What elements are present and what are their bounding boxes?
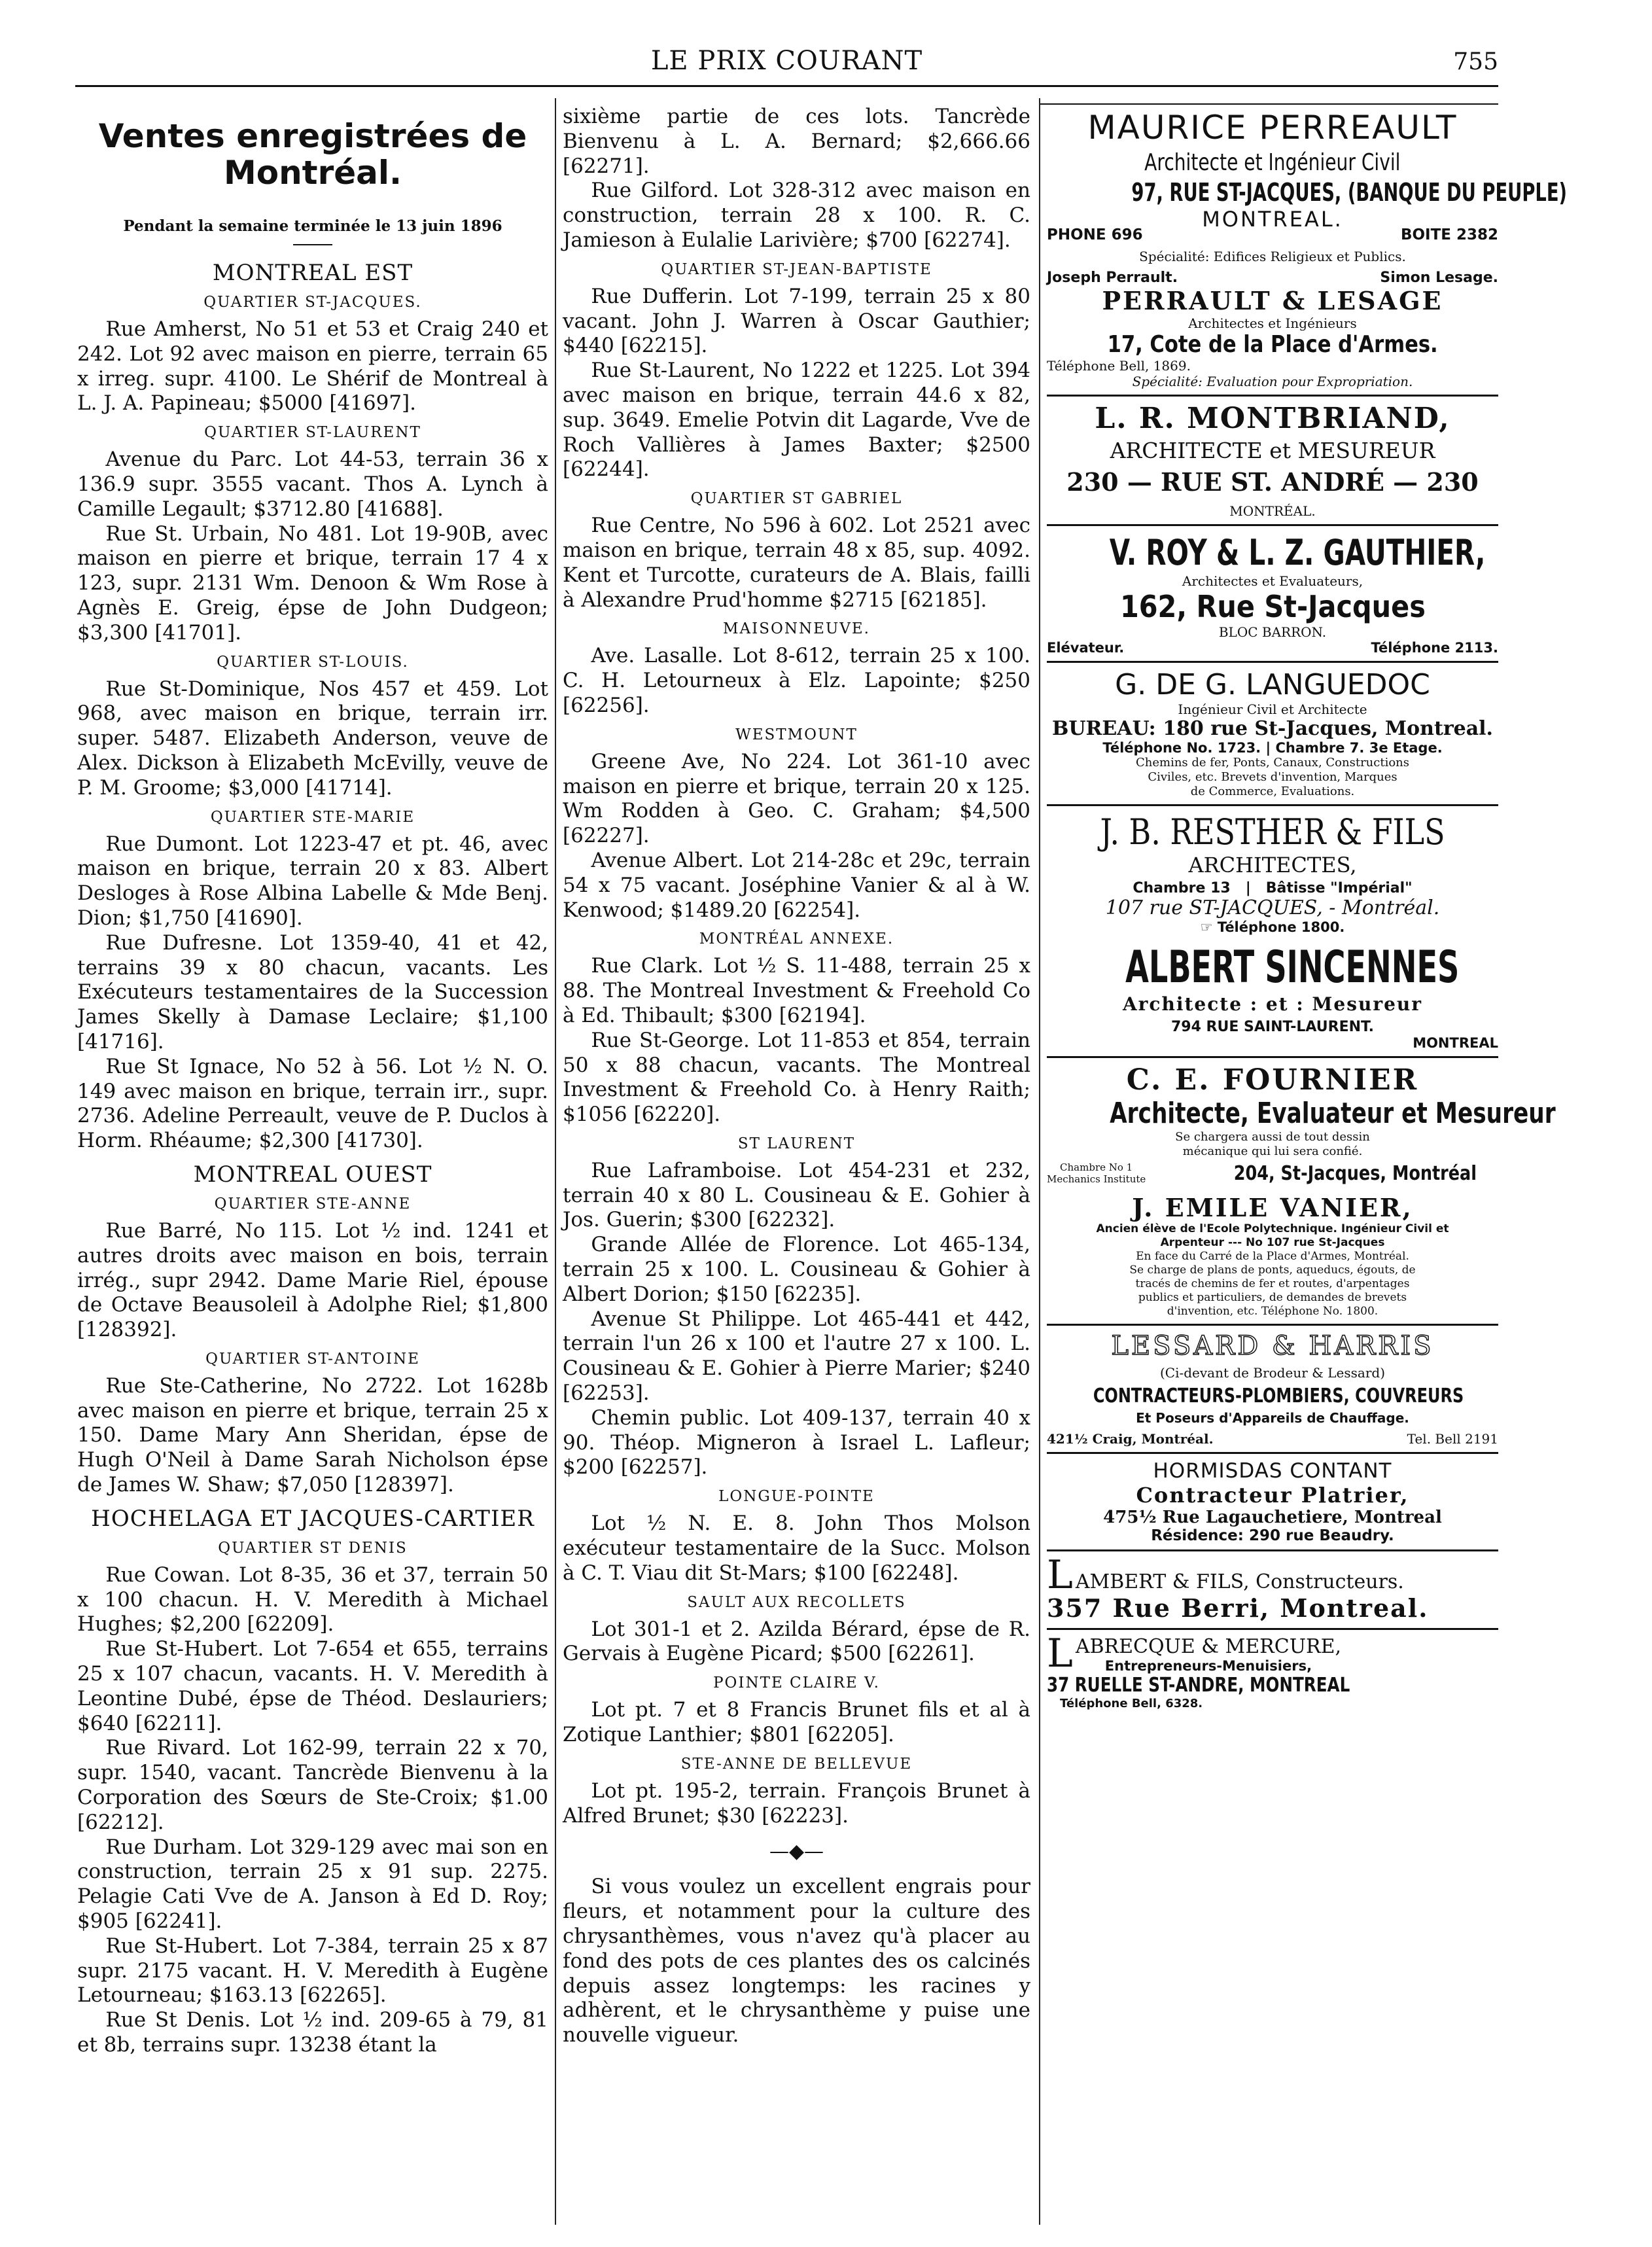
advert-text: Se chargera aussi de tout dessin bbox=[1175, 1130, 1370, 1144]
quartier-heading: QUARTIER ST GABRIEL bbox=[690, 490, 903, 508]
section-title: Ventes enregistrées de Montréal. bbox=[98, 117, 527, 192]
quartier-heading: SAULT AUX RECOLLETS bbox=[687, 1593, 906, 1611]
advert-name: C. E. FOURNIER bbox=[1126, 1063, 1419, 1097]
advert-address: 97, RUE ST-JACQUES, (BANQUE DU PEUPLE) bbox=[1131, 178, 1568, 207]
advert-role: Architecte, Evaluateur et Mesureur bbox=[1110, 1097, 1556, 1130]
advert-phone: PHONE 696 bbox=[1047, 226, 1143, 243]
advert-address: 421½ Craig, Montréal. bbox=[1047, 1431, 1214, 1447]
ornament-divider: —◆— bbox=[769, 1840, 824, 1864]
district-heading: MONTREAL EST bbox=[212, 260, 413, 286]
quartier-heading: QUARTIER ST-ANTOINE bbox=[205, 1350, 420, 1368]
advert-role: Architecte et Ingénieur Civil bbox=[1144, 149, 1401, 176]
sales-list bbox=[77, 260, 548, 2058]
advert-text: Civiles, etc. Brevets d'invention, Marques bbox=[1148, 770, 1397, 784]
advert-specialty: Spécialité: Edifices Religieux et Publics. bbox=[1139, 249, 1406, 264]
sale-entry: Rue Centre, No 596 à 602. Lot 2521 avec maison en brique, terrain 48 x 85, sup. 4092. Kent et Turcotte, curateurs de A. Blais, failli à Alexandre Prud'homme $2715 [62185]. bbox=[563, 514, 1030, 612]
advert-separator bbox=[1047, 524, 1498, 526]
sale-entry: Si vous voulez un excellent engrais pour fleurs, et notamment pour la culture des chrysanthèmes, vous n'avez qu'à placer au fond des pots de ces plantes des os calcinés depuis assez longtemps: les racines y adhèrent, et le chrysanthème y puise une nouvelle vigueur. bbox=[563, 1875, 1030, 2047]
sale-entry: Rue Dufresne. Lot 1359-40, 41 et 42, terrains 39 x 80 chacun, vacants. Les Exécuteurs testamentaires de la Succession James Skelly à Damase Leclaire; $1,100 [41716]. bbox=[77, 930, 548, 1053]
running-header bbox=[75, 41, 1498, 79]
advert-name: HORMISDAS CONTANT bbox=[1153, 1459, 1392, 1483]
district-heading: HOCHELAGA ET JACQUES-CARTIER bbox=[91, 1505, 535, 1532]
advert-separator bbox=[1047, 661, 1498, 663]
quartier-heading: QUARTIER STE-MARIE bbox=[210, 808, 415, 826]
advert-roy-gauthier bbox=[1047, 531, 1498, 656]
advert-languedoc bbox=[1047, 668, 1498, 799]
sale-entry: Rue Clark. Lot ½ S. 11-488, terrain 25 x 88. The Montreal Investment & Freehold Co à Ed. Thibault; $300 [62194]. bbox=[563, 954, 1030, 1027]
advert-name: G. DE G. LANGUEDOC bbox=[1115, 668, 1430, 701]
advert-name: ALBERT SINCENNES bbox=[1125, 942, 1460, 993]
sale-entry: Rue Laframboise. Lot 454-231 et 232, terrain 40 x 80 L. Cousineau & E. Gohier à Jos. Guerin; $300 [62232]. bbox=[563, 1158, 1030, 1232]
sale-entry: Rue Durham. Lot 329-129 avec mai son en construction, terrain 25 x 91 sup. 2275. Pelagie Cati Vve de A. Janson à Ed D. Roy; $905 [62241]. bbox=[77, 1835, 548, 1934]
column-divider bbox=[555, 98, 556, 2225]
quartier-heading: MAISONNEUVE. bbox=[723, 620, 870, 638]
sale-entry: Lot pt. 195-2, terrain. François Brunet à Alfred Brunet; $30 [62223]. bbox=[563, 1778, 1030, 1828]
advert-separator bbox=[1047, 804, 1498, 806]
advert-text: mécanique qui lui sera confié. bbox=[1182, 1144, 1363, 1158]
separator bbox=[293, 244, 332, 245]
advert-role: Ingénieur Civil et Architecte bbox=[1178, 701, 1367, 717]
sale-entry: Rue Amherst, No 51 et 53 et Craig 240 et 242. Lot 92 avec maison en pierre, terrain 65 x irreg. supr. 4100. Le Shérif de Montreal à L. J. A. Papineau; $5000 [41697]. bbox=[77, 317, 548, 416]
advert-text: Se charge de plans de ponts, aqueducs, égouts, de bbox=[1129, 1264, 1416, 1277]
advert-role: ARCHITECTE et MESUREUR bbox=[1110, 438, 1435, 463]
advert-role: Contracteur Platrier, bbox=[1136, 1483, 1409, 1508]
advertisements-column bbox=[1047, 105, 1568, 2225]
sale-entry: Rue Rivard. Lot 162-99, terrain 22 x 70, supr. 1540, vacant. Tancrède Bienvenu à la Corporation des Sœurs de Ste-Croix; $1.00 [62212]. bbox=[77, 1736, 548, 1834]
quartier-heading: WESTMOUNT bbox=[735, 726, 858, 743]
advert-perrault-lesage bbox=[1047, 270, 1498, 389]
advert-text: publics et particuliers, de demandes de brevets bbox=[1138, 1291, 1407, 1304]
advert-building: Bâtisse "Impérial" bbox=[1265, 880, 1413, 896]
advert-phone: Tel. Bell 2191 bbox=[1407, 1431, 1498, 1447]
advert-residence: Résidence: 290 rue Beaudry. bbox=[1151, 1527, 1394, 1544]
advert-lessard-harris bbox=[1047, 1331, 1498, 1447]
quartier-heading: QUARTIER ST-JACQUES. bbox=[203, 294, 422, 311]
quartier-heading: POINTE CLAIRE V. bbox=[713, 1674, 880, 1692]
advert-phone: Téléphone Bell, 1869. bbox=[1047, 358, 1191, 374]
advert-phone: Téléphone Bell, 6328. bbox=[1060, 1697, 1203, 1710]
advert-room: Chambre No 1 bbox=[1060, 1161, 1133, 1173]
advert-role: Entrepreneurs-Menuisiers, bbox=[1104, 1658, 1312, 1674]
advert-name: AMBERT & FILS, Constructeurs. bbox=[1075, 1570, 1404, 1593]
advert-address: 17, Cote de la Place d'Armes. bbox=[1107, 331, 1438, 358]
advert-text: Chemins de fer, Ponts, Canaux, Constructions bbox=[1135, 756, 1410, 770]
advert-text: Et Poseurs d'Appareils de Chauffage. bbox=[1136, 1410, 1409, 1426]
quartier-heading: QUARTIER ST-LOUIS. bbox=[217, 653, 409, 671]
advert-phone: Téléphone 2113. bbox=[1371, 640, 1498, 656]
sale-entry: Chemin public. Lot 409-137, terrain 40 x 90. Théop. Migneron à Israel L. Lafleur; $200 [62257]. bbox=[563, 1406, 1030, 1479]
sale-entry: Ave. Lasalle. Lot 8-612, terrain 25 x 100. C. H. Letourneux à Elz. Lapointe; $250 [62256]. bbox=[563, 644, 1030, 717]
advert-address: 107 rue ST-JACQUES, - Montréal. bbox=[1105, 896, 1440, 919]
advert-sincennes bbox=[1047, 942, 1498, 1051]
advert-separator bbox=[1047, 1324, 1498, 1326]
quartier-heading: QUARTIER ST DENIS bbox=[218, 1539, 408, 1557]
advert-role: Architecte : et : Mesureur bbox=[1122, 993, 1423, 1015]
quartier-heading: ST LAURENT bbox=[737, 1135, 856, 1152]
advert-phone: Téléphone No. 1723. | Chambre 7. 3e Etage. bbox=[1102, 740, 1443, 756]
advert-address: 230 — RUE ST. ANDRÉ — 230 bbox=[1066, 467, 1479, 497]
sale-entry: Grande Allée de Florence. Lot 465-134, terrain 25 x 100. L. Cousineau & Gohier à Albert Dorion; $150 [62235]. bbox=[563, 1233, 1030, 1306]
advert-separator bbox=[1047, 1452, 1498, 1454]
advert-city: MONTRÉAL. bbox=[1229, 503, 1316, 519]
sale-entry: Rue St Ignace, No 52 à 56. Lot ½ N. O. 149 avec maison en brique, terrain irr., supr. 2736. Adeline Perreault, veuve de P. Duclos à Horm. Rhéaume; $2,300 [41730]. bbox=[77, 1054, 548, 1153]
partner-name: Simon Lesage. bbox=[1380, 270, 1498, 286]
drop-initial: L bbox=[1047, 1552, 1073, 1598]
sale-entry: sixième partie de ces lots. Tancrède Bienvenu à L. A. Bernard; $2,666.66 [62271]. bbox=[563, 105, 1030, 178]
journal-title: LE PRIX COURANT bbox=[650, 46, 923, 76]
sale-entry: Rue St Denis. Lot ½ ind. 209-65 à 79, 81 et 8b, terrains supr. 13238 étant la bbox=[77, 2008, 548, 2057]
advert-address: 162, Rue St-Jacques bbox=[1119, 589, 1426, 624]
week-subtitle: Pendant la semaine terminée le 13 juin 1896 bbox=[123, 217, 502, 235]
quartier-heading: QUARTIER ST-LAURENT bbox=[204, 424, 421, 442]
sales-list bbox=[563, 105, 1030, 2048]
advert-address: 794 RUE SAINT-LAURENT. bbox=[1170, 1019, 1375, 1035]
advert-name: LESSARD & HARRIS bbox=[1111, 1331, 1434, 1361]
sale-entry: Avenue du Parc. Lot 44-53, terrain 36 x 136.9 supr. 3555 vacant. Thos A. Lynch à Camille Legault; $3712.80 [41688]. bbox=[77, 448, 548, 521]
advert-role: CONTRACTEURS-PLOMBIERS, COUVREURS bbox=[1093, 1385, 1464, 1407]
advert-name: J. B. RESTHER & FILS bbox=[1100, 811, 1445, 853]
quartier-heading: QUARTIER ST-JEAN-BAPTISTE bbox=[661, 260, 932, 278]
advert-office: BUREAU: 180 rue St-Jacques, Montreal. bbox=[1051, 717, 1493, 740]
advert-building: Mechanics Institute bbox=[1047, 1173, 1146, 1185]
page-number: 755 bbox=[1453, 48, 1498, 75]
sale-entry: Rue St-George. Lot 11-853 et 854, terrain 50 x 88 chacun, vacants. The Montreal Investment & Freehold Co. à Henry Raith; $1056 [62220]. bbox=[563, 1028, 1030, 1127]
sale-entry: Avenue Albert. Lot 214-28c et 29c, terrain 54 x 75 vacant. Joséphine Vanier & al à W. Kenwood; $1489.20 [62254]. bbox=[563, 848, 1030, 922]
header-rule bbox=[75, 85, 1498, 87]
advert-text: d'invention, etc. Téléphone No. 1800. bbox=[1167, 1305, 1379, 1318]
sale-entry: Greene Ave, No 224. Lot 361-10 avec maison en pierre et brique, terrain 20 x 125. Wm Rodden à Geo. C. Graham; $4,500 [62227]. bbox=[563, 749, 1030, 848]
advert-phone: Téléphone 1800. bbox=[1217, 919, 1345, 935]
advert-name: ABRECQUE & MERCURE, bbox=[1075, 1635, 1342, 1658]
advert-text: Ancien élève de l'Ecole Polytechnique. Ingénieur Civil et bbox=[1096, 1222, 1449, 1235]
advert-labrecque bbox=[1047, 1631, 1498, 1710]
advert-text: En face du Carré de la Place d'Armes, Montréal. bbox=[1136, 1250, 1409, 1263]
advert-previous-name: (Ci-devant de Brodeur & Lessard) bbox=[1159, 1365, 1386, 1381]
sale-entry: Rue Dufferin. Lot 7-199, terrain 25 x 80 vacant. John J. Warren à Oscar Gauthier; $440 [62215]. bbox=[563, 284, 1030, 358]
sale-entry: Rue St. Urbain, No 481. Lot 19-90B, avec maison en pierre et brique, terrain 17 4 x 123, supr. 2131 Wm. Denoon & Wm Rose à Agnès E. Greig, épse de John Dudgeon; $3,300 [41701]. bbox=[77, 522, 548, 645]
sale-entry: Rue St-Hubert. Lot 7-384, terrain 25 x 87 supr. 2175 vacant. H. V. Meredith à Eugène Letourneau; $163.13 [62265]. bbox=[77, 1934, 548, 2008]
advert-separator bbox=[1047, 395, 1498, 397]
advert-box: BOITE 2382 bbox=[1400, 226, 1498, 243]
district-heading: MONTREAL OUEST bbox=[193, 1161, 432, 1188]
advert-name: MAURICE PERREAULT bbox=[1087, 109, 1458, 147]
advert-separator bbox=[1047, 1628, 1498, 1630]
advert-address: 475½ Rue Lagauchetiere, Montreal bbox=[1103, 1508, 1442, 1527]
sales-column-1 bbox=[77, 105, 548, 2225]
advert-address: 357 Rue Berri, Montreal. bbox=[1047, 1593, 1429, 1623]
sale-entry: Lot ½ N. E. 8. John Thos Molson exécuteur testamentaire de la Succ. Molson à C. T. Viau dit St-Mars; $100 [62248]. bbox=[563, 1512, 1030, 1585]
sale-entry: Rue St-Hubert. Lot 7-654 et 655, terrains 25 x 107 chacun, vacants. H. V. Meredith à Leontine Dubé, épse de Théod. Deslauriers; $640 [62211]. bbox=[77, 1637, 548, 1735]
advert-specialty: Spécialité: Evaluation pour Expropriation. bbox=[1132, 374, 1413, 389]
partner-name: Joseph Perrault. bbox=[1047, 270, 1178, 286]
sale-entry: Rue Cowan. Lot 8-35, 36 et 37, terrain 50 x 100 chacun. H. V. Meredith à Michael Hughes; $2,200 [62209]. bbox=[77, 1563, 548, 1637]
advert-name: J. EMILE VANIER, bbox=[1132, 1193, 1413, 1222]
advert-role: ARCHITECTES, bbox=[1188, 853, 1357, 877]
sale-entry: Rue Ste-Catherine, No 2722. Lot 1628b avec maison en pierre et brique, terrain 25 x 150. Dame Mary Ann Sheridan, épse de Hugh O'Neil à Dame Sarah Nicholson épse de James W. Shaw; $7,050 [128397]. bbox=[77, 1373, 548, 1497]
advert-text: tracés de chemins de fer et routes, d'arpentages bbox=[1135, 1277, 1410, 1290]
quartier-heading: STE-ANNE DE BELLEVUE bbox=[680, 1755, 913, 1773]
advert-text: de Commerce, Evaluations. bbox=[1190, 785, 1355, 798]
advert-name: L. R. MONTBRIAND, bbox=[1095, 402, 1450, 435]
sales-column-2 bbox=[563, 105, 1030, 2225]
sale-entry: Lot pt. 7 et 8 Francis Brunet fils et al à Zotique Lanthier; $801 [62205]. bbox=[563, 1698, 1030, 1747]
advert-separator bbox=[1047, 1056, 1498, 1058]
advert-montbriand bbox=[1047, 402, 1498, 519]
advert-lambert bbox=[1047, 1552, 1498, 1623]
sale-entry: Rue Dumont. Lot 1223-47 et pt. 46, avec maison en brique, terrain 20 x 83. Albert Desloges à Rose Albina Labelle & Mde Benj. Dion; $1,750 [41690]. bbox=[77, 832, 548, 930]
advert-name: PERRAULT & LESAGE bbox=[1102, 286, 1443, 315]
advert-perreault bbox=[1047, 109, 1568, 264]
quartier-heading: MONTRÉAL ANNEXE. bbox=[699, 930, 894, 948]
sale-entry: Rue Barré, No 115. Lot ½ ind. 1241 et autres droits avec maison en bois, terrain irrég., supr 2942. Dame Marie Riel, épouse de Octave Beausoleil à Adolphe Riel; $1,800 [128392]. bbox=[77, 1218, 548, 1342]
advert-text: Arpenteur --- No 107 rue St-Jacques bbox=[1160, 1236, 1385, 1249]
sale-entry: Rue St-Dominique, Nos 457 et 459. Lot 968, avec maison en brique, terrain irr. super. 5487. Elizabeth Anderson, veuve de Alex. Dickson à Elizabeth McEvilly, veuve de P. M. Groome; $3,000 [41714]. bbox=[77, 677, 548, 800]
quartier-heading: LONGUE-POINTE bbox=[718, 1488, 875, 1506]
advert-name: V. ROY & L. Z. GAUTHIER, bbox=[1109, 532, 1486, 573]
advert-city: MONTREAL bbox=[1413, 1035, 1498, 1051]
advert-contant bbox=[1047, 1459, 1498, 1544]
sale-entry: Rue Gilford. Lot 328-312 avec maison en construction, terrain 28 x 100. R. C. Jamieson à Eulalie Larivière; $700 [62274]. bbox=[563, 179, 1030, 252]
quartier-heading: QUARTIER STE-ANNE bbox=[214, 1195, 412, 1212]
sale-entry: Avenue St Philippe. Lot 465-441 et 442, terrain l'un 26 x 100 et l'autre 27 x 100. L. Cousineau & E. Gohier à Pierre Marier; $240 [62253]. bbox=[563, 1307, 1030, 1406]
sale-entry: Rue St-Laurent, No 1222 et 1225. Lot 394 avec maison en brique, terrain 44.6 x 82, sup. 3649. Emelie Potvin dit Lagarde, Vve de Roch Vallières à James Baxter; $2500 [62244]. bbox=[563, 359, 1030, 482]
advert-resther: J. B. RESTHER & FILS ARCHITECTES, Chambre 13 | Bâtisse "Impérial" 107 rue ST-JACQUES, - Montréal. ☞ Téléphone 1800. bbox=[1047, 811, 1498, 935]
advert-elevator: Elévateur. bbox=[1047, 640, 1125, 656]
telephone-hand-icon: ☞ bbox=[1200, 919, 1213, 935]
advert-separator bbox=[1047, 1549, 1498, 1551]
advert-role: Architectes et Evaluateurs, bbox=[1182, 573, 1363, 589]
drop-initial: L bbox=[1047, 1631, 1073, 1676]
advert-room: Chambre 13 bbox=[1133, 880, 1231, 896]
advert-vanier bbox=[1047, 1193, 1498, 1318]
advert-city: MONTREAL. bbox=[1202, 207, 1343, 232]
advert-fournier bbox=[1047, 1063, 1556, 1185]
advert-address: 37 RUELLE ST-ANDRE, MONTREAL bbox=[1047, 1674, 1350, 1697]
column-divider bbox=[1039, 98, 1040, 2225]
advert-address: 204, St-Jacques, Montréal bbox=[1233, 1161, 1477, 1185]
sale-entry: Lot 301-1 et 2. Azilda Bérard, épse de R. Gervais à Eugène Picard; $500 [62261]. bbox=[563, 1617, 1030, 1666]
advert-bloc: BLOC BARRON. bbox=[1218, 624, 1327, 640]
advert-role: Architectes et Ingénieurs bbox=[1188, 315, 1357, 331]
